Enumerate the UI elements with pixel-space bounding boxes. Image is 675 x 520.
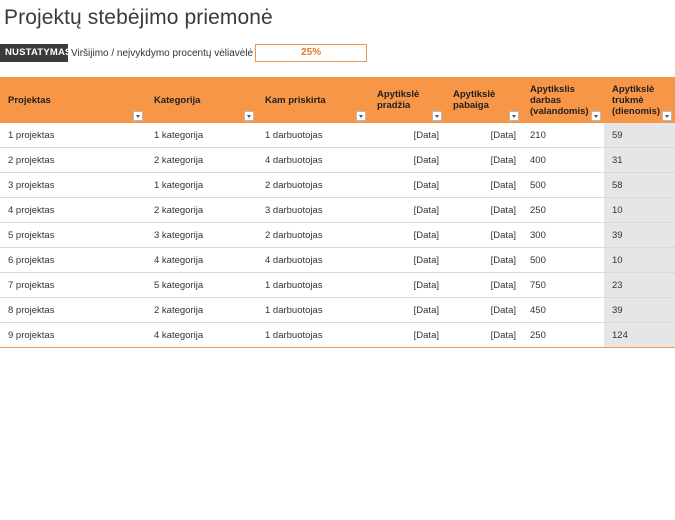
duration-days-cell[interactable]: 124 <box>604 323 675 348</box>
start-date-cell[interactable]: [Data] <box>369 148 445 173</box>
flag-percent-input[interactable]: 25% <box>255 44 367 62</box>
settings-tag: NUSTATYMAS <box>0 44 68 62</box>
work-hours-cell[interactable]: 750 <box>522 273 604 298</box>
assigned-cell[interactable]: 1 darbuotojas <box>257 123 369 148</box>
start-date-cell[interactable]: [Data] <box>369 323 445 348</box>
column-header-category <box>146 77 257 123</box>
column-header-start <box>369 77 445 123</box>
category-cell[interactable]: 3 kategorija <box>146 223 257 248</box>
end-date-cell[interactable]: [Data] <box>445 323 522 348</box>
category-cell[interactable]: 1 kategorija <box>146 123 257 148</box>
end-date-cell[interactable]: [Data] <box>445 123 522 148</box>
duration-days-cell[interactable]: 59 <box>604 123 675 148</box>
column-header-label: Apytikslė trukmė (dienomis) <box>612 83 661 117</box>
category-cell[interactable]: 2 kategorija <box>146 148 257 173</box>
category-cell[interactable]: 1 kategorija <box>146 173 257 198</box>
start-date-cell[interactable]: [Data] <box>369 198 445 223</box>
table-row <box>0 248 675 273</box>
filter-dropdown-icon[interactable] <box>244 111 254 121</box>
project-cell[interactable]: 2 projektas <box>0 148 146 173</box>
work-hours-cell[interactable]: 250 <box>522 323 604 348</box>
work-hours-cell[interactable]: 400 <box>522 148 604 173</box>
table-row <box>0 198 675 223</box>
table-row <box>0 173 675 198</box>
project-cell[interactable]: 5 projektas <box>0 223 146 248</box>
settings-row <box>0 44 367 62</box>
project-cell[interactable]: 7 projektas <box>0 273 146 298</box>
start-date-cell[interactable]: [Data] <box>369 173 445 198</box>
assigned-cell[interactable]: 1 darbuotojas <box>257 298 369 323</box>
duration-days-cell[interactable]: 31 <box>604 148 675 173</box>
category-cell[interactable]: 2 kategorija <box>146 198 257 223</box>
projects-table-container <box>0 77 675 348</box>
project-cell[interactable]: 4 projektas <box>0 198 146 223</box>
work-hours-cell[interactable]: 500 <box>522 173 604 198</box>
work-hours-cell[interactable]: 250 <box>522 198 604 223</box>
column-header-assigned <box>257 77 369 123</box>
start-date-cell[interactable]: [Data] <box>369 298 445 323</box>
end-date-cell[interactable]: [Data] <box>445 273 522 298</box>
start-date-cell[interactable]: [Data] <box>369 223 445 248</box>
duration-days-cell[interactable]: 23 <box>604 273 675 298</box>
assigned-cell[interactable]: 2 darbuotojas <box>257 223 369 248</box>
end-date-cell[interactable]: [Data] <box>445 248 522 273</box>
column-header-end <box>445 77 522 123</box>
column-header-label: Apytikslė pabaiga <box>453 89 496 111</box>
assigned-cell[interactable]: 2 darbuotojas <box>257 173 369 198</box>
projects-table <box>0 77 675 348</box>
work-hours-cell[interactable]: 210 <box>522 123 604 148</box>
column-header-label: Apytikslė pradžia <box>377 89 420 111</box>
project-cell[interactable]: 6 projektas <box>0 248 146 273</box>
column-header-duration-days <box>604 77 675 123</box>
table-row <box>0 298 675 323</box>
project-cell[interactable]: 1 projektas <box>0 123 146 148</box>
duration-days-cell[interactable]: 10 <box>604 248 675 273</box>
page-title: Projektų stebėjimo priemonė <box>4 6 273 29</box>
column-header-label: Apytikslis darbas (valandomis) <box>530 83 589 117</box>
project-cell[interactable]: 3 projektas <box>0 173 146 198</box>
project-cell[interactable]: 9 projektas <box>0 323 146 348</box>
end-date-cell[interactable]: [Data] <box>445 173 522 198</box>
assigned-cell[interactable]: 4 darbuotojas <box>257 248 369 273</box>
duration-days-cell[interactable]: 58 <box>604 173 675 198</box>
assigned-cell[interactable]: 1 darbuotojas <box>257 323 369 348</box>
work-hours-cell[interactable]: 500 <box>522 248 604 273</box>
assigned-cell[interactable]: 1 darbuotojas <box>257 273 369 298</box>
filter-dropdown-icon[interactable] <box>133 111 143 121</box>
end-date-cell[interactable]: [Data] <box>445 148 522 173</box>
category-cell[interactable]: 5 kategorija <box>146 273 257 298</box>
work-hours-cell[interactable]: 300 <box>522 223 604 248</box>
assigned-cell[interactable]: 4 darbuotojas <box>257 148 369 173</box>
duration-days-cell[interactable]: 10 <box>604 198 675 223</box>
end-date-cell[interactable]: [Data] <box>445 198 522 223</box>
table-row <box>0 123 675 148</box>
table-body <box>0 123 675 348</box>
filter-dropdown-icon[interactable] <box>509 111 519 121</box>
end-date-cell[interactable]: [Data] <box>445 223 522 248</box>
project-cell[interactable]: 8 projektas <box>0 298 146 323</box>
work-hours-cell[interactable]: 450 <box>522 298 604 323</box>
table-row <box>0 223 675 248</box>
end-date-cell[interactable]: [Data] <box>445 298 522 323</box>
category-cell[interactable]: 2 kategorija <box>146 298 257 323</box>
column-header-label: Projektas <box>8 94 51 106</box>
start-date-cell[interactable]: [Data] <box>369 248 445 273</box>
assigned-cell[interactable]: 3 darbuotojas <box>257 198 369 223</box>
flag-percent-label: Viršijimo / neįvykdymo procentų vėliavėlė <box>71 47 254 59</box>
column-header-label: Kam priskirta <box>265 94 326 106</box>
filter-dropdown-icon[interactable] <box>356 111 366 121</box>
column-header-work-hours <box>522 77 604 123</box>
filter-dropdown-icon[interactable] <box>591 111 601 121</box>
column-header-project <box>0 77 146 123</box>
table-row <box>0 323 675 348</box>
table-row <box>0 148 675 173</box>
filter-dropdown-icon[interactable] <box>432 111 442 121</box>
header-row <box>0 77 675 123</box>
duration-days-cell[interactable]: 39 <box>604 223 675 248</box>
category-cell[interactable]: 4 kategorija <box>146 323 257 348</box>
start-date-cell[interactable]: [Data] <box>369 273 445 298</box>
duration-days-cell[interactable]: 39 <box>604 298 675 323</box>
filter-dropdown-icon[interactable] <box>662 111 672 121</box>
start-date-cell[interactable]: [Data] <box>369 123 445 148</box>
table-row <box>0 273 675 298</box>
category-cell[interactable]: 4 kategorija <box>146 248 257 273</box>
column-header-label: Kategorija <box>154 94 201 106</box>
